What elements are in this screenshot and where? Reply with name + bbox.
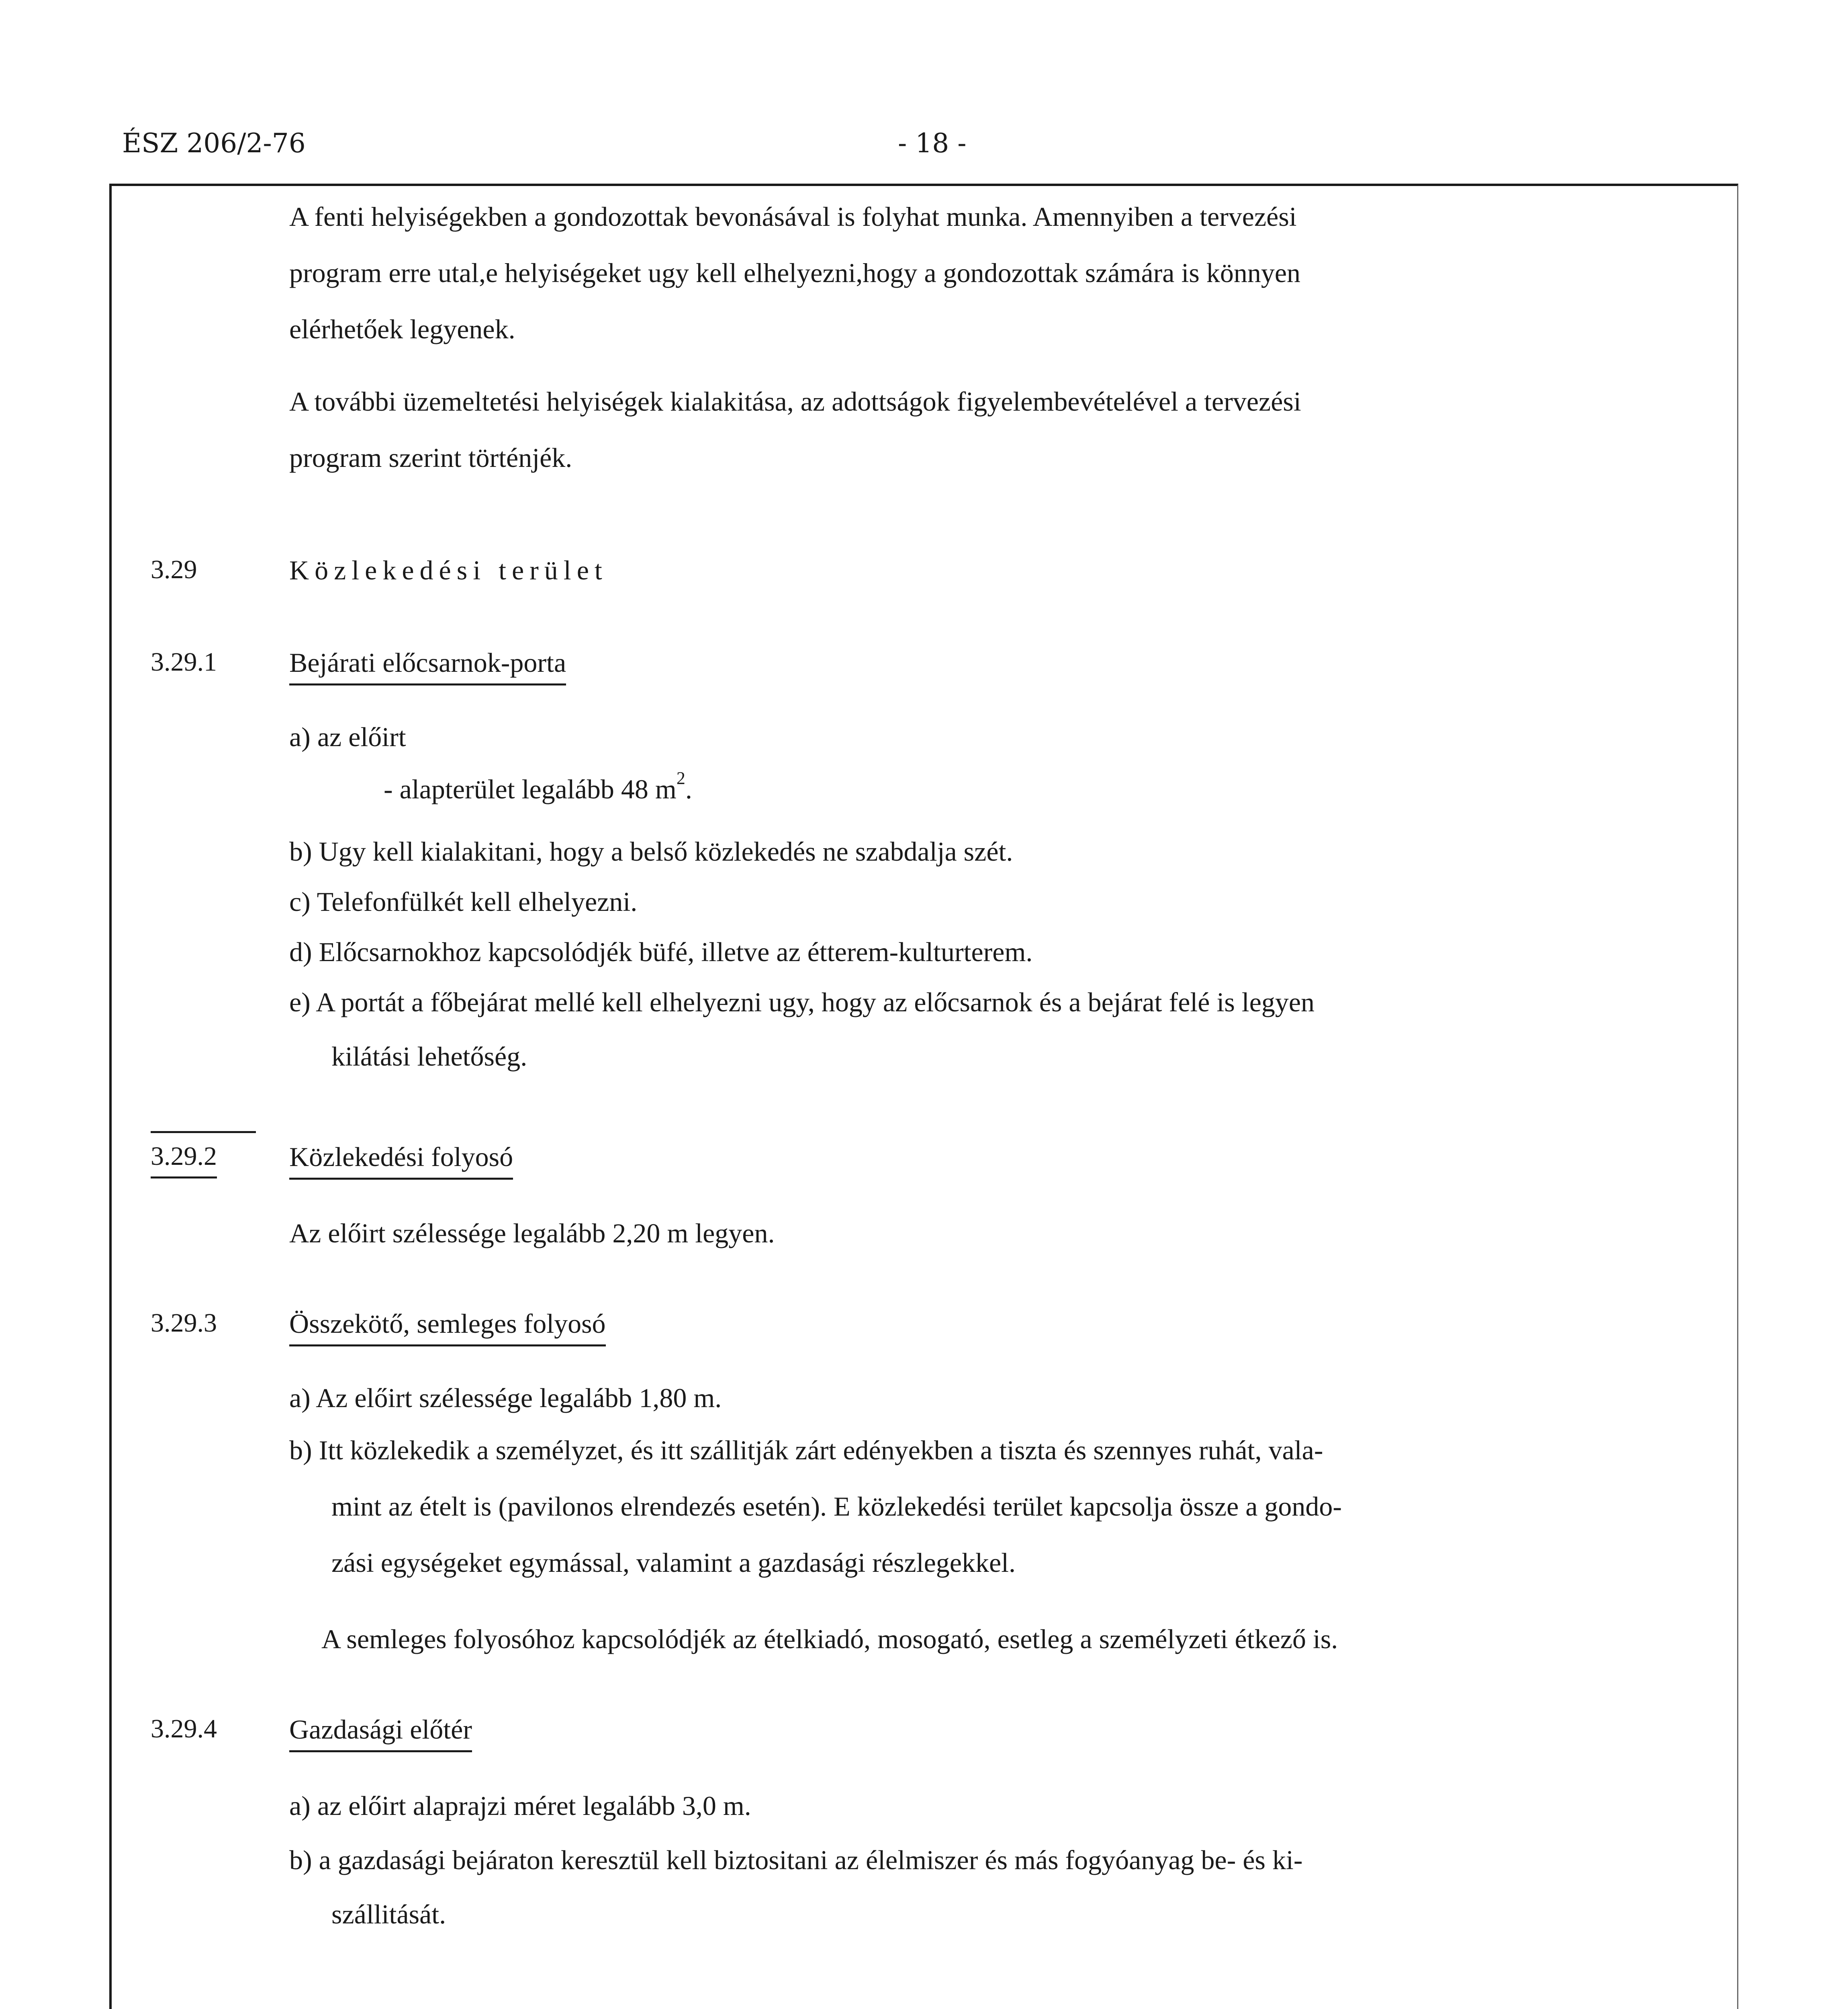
page-number: - 18 -	[898, 128, 967, 159]
superscript-2: 2	[676, 768, 685, 788]
item-3-29-4-b-line1: b) a gazdasági bejáraton keresztül kell biztositani az élelmiszer és más fogyóanyag be- és ki-	[289, 1845, 1303, 1875]
item-3-29-3-b-line1: b) Itt közlekedik a személyzet, és itt szállitják zárt edényekben a tiszta és szennyes ruhát, vala-	[289, 1435, 1323, 1465]
item-3-29-1-c: c) Telefonfülkét kell elhelyezni.	[289, 886, 638, 917]
intro-p1-line3: elérhetőek legyenek.	[289, 314, 515, 344]
item-3-29-3-b-line2: mint az ételt is (pavilonos elrendezés esetén). E közlekedési terület kapcsolja össze a gondo-	[331, 1491, 1342, 1522]
section-3-29-4-title: Gazdasági előtér	[289, 1714, 472, 1752]
item-3-29-1-a: a) az előirt	[289, 722, 406, 752]
section-3-29-1-title: Bejárati előcsarnok-porta	[289, 647, 566, 685]
section-3-29-3-note: A semleges folyosóhoz kapcsolódjék az ételkiadó, mosogató, esetleg a személyzeti étkező is.	[321, 1624, 1338, 1654]
section-3-29-2-top-rule	[151, 1131, 256, 1133]
section-3-29-1-number: 3.29.1	[151, 647, 217, 677]
intro-p1-line1: A fenti helyiségekben a gondozottak bevonásával is folyhat munka. Amennyiben a tervezési	[289, 201, 1297, 232]
item-3-29-1-b: b) Ugy kell kialakitani, hogy a belső közlekedés ne szabdalja szét.	[289, 836, 1013, 867]
section-3-29-2-number: 3.29.2	[151, 1141, 217, 1178]
item-3-29-1-d: d) Előcsarnokhoz kapcsolódjék büfé, illetve az étterem-kulturterem.	[289, 937, 1033, 967]
section-3-29-number: 3.29	[151, 555, 197, 584]
item-3-29-3-b-line3: zási egységeket egymással, valamint a gazdasági részlegekkel.	[331, 1547, 1016, 1578]
section-3-29-3-title: Összekötő, semleges folyosó	[289, 1308, 606, 1346]
section-3-29-4-number: 3.29.4	[151, 1714, 217, 1743]
item-3-29-1-e-line2: kilátási lehetőség.	[331, 1041, 527, 1072]
intro-p2-line2: program szerint történjék.	[289, 442, 572, 473]
section-3-29-title: Közlekedési terület	[289, 555, 608, 585]
document-code: ÉSZ 206/2-76	[122, 128, 306, 159]
item-3-29-1-e-line1: e) A portát a főbejárat mellé kell elhelyezni ugy, hogy az előcsarnok és a bejárat felé is legyen	[289, 987, 1315, 1017]
section-3-29-2-title: Közlekedési folyosó	[289, 1141, 513, 1180]
intro-p2-line1: A további üzemeltetési helyiségek kialakitása, az adottságok figyelembevételével a tervezési	[289, 386, 1301, 417]
item-3-29-1-a-sub: - alapterület legalább 48 $m^2$.	[384, 768, 692, 804]
section-3-29-3-number: 3.29.3	[151, 1308, 217, 1338]
item-3-29-4-a: a) az előirt alaprajzi méret legalább 3,0 m.	[289, 1790, 751, 1821]
item-3-29-3-a: a) Az előirt szélessége legalább 1,80 m.	[289, 1383, 722, 1413]
section-3-29-2-text: Az előirt szélessége legalább 2,20 m legyen.	[289, 1218, 775, 1248]
intro-p1-line2: program erre utal,e helyiségeket ugy kell elhelyezni,hogy a gondozottak számára is könnyen	[289, 258, 1300, 288]
item-3-29-4-b-line2: szállitását.	[331, 1899, 446, 1929]
